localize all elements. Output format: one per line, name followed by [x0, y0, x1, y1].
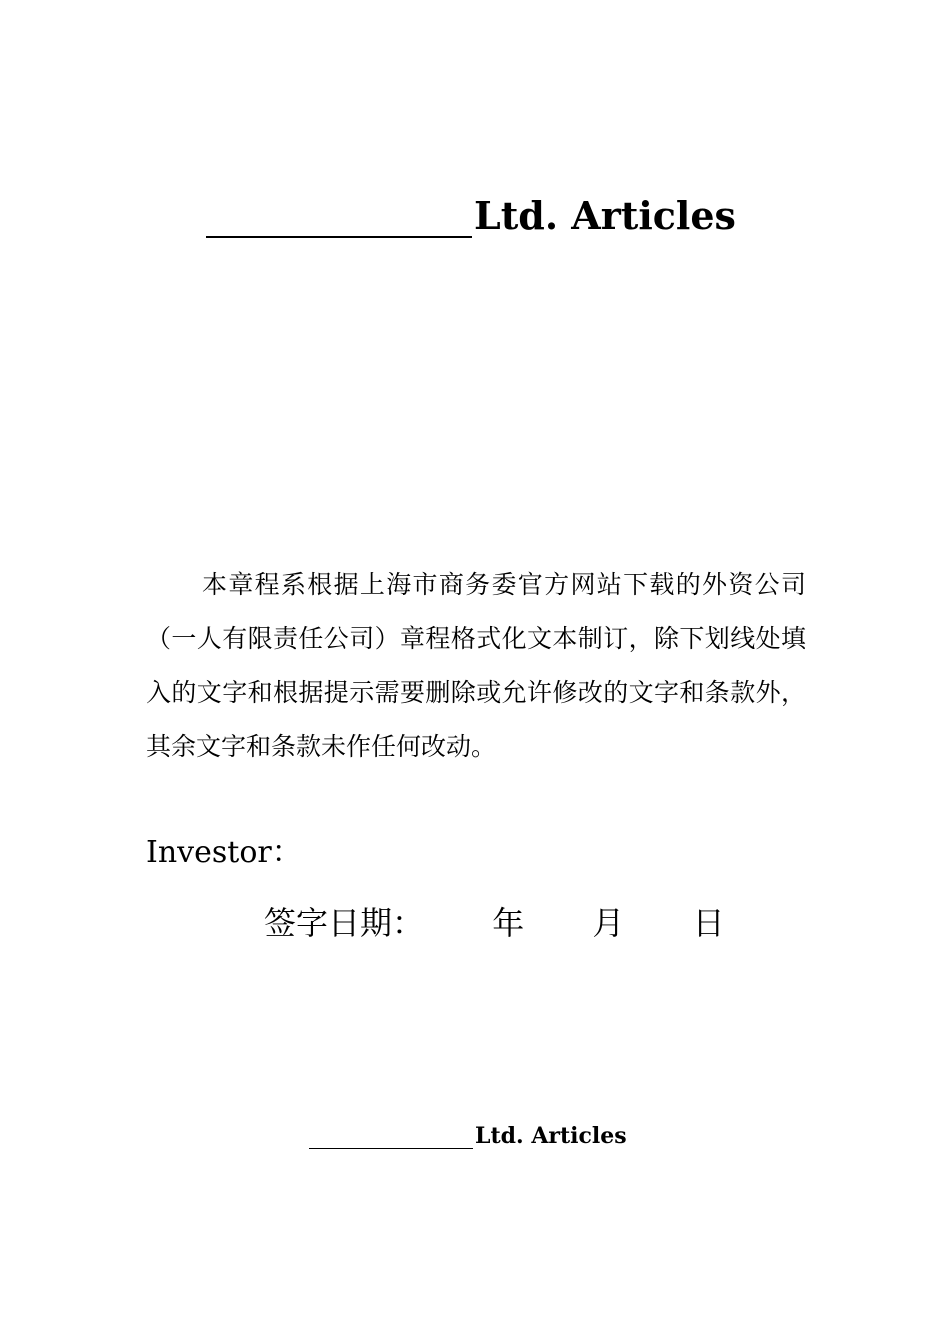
footer-title-suffix: Ltd. Articles — [475, 1123, 627, 1149]
signature-date-label: 签字日期： — [264, 904, 425, 942]
statement-paragraph: 本章程系根据上海市商务委官方网站下载的外资公司（一人有限责任公司）章程格式化文本制订，除下划线处填入的文字和根据提示需要删除或允许修改的文字和条款外，其余文字和条款未作任何改动。 — [146, 570, 806, 761]
day-label: 日 — [692, 904, 725, 942]
title-suffix: Ltd. Articles — [474, 193, 736, 238]
footer-company-name-blank — [309, 1122, 473, 1149]
company-name-blank[interactable] — [206, 192, 472, 238]
signature-date-row — [264, 898, 725, 944]
year-label: 年 — [492, 904, 525, 942]
investor-label: Investor： — [146, 835, 302, 870]
document-title — [206, 192, 736, 238]
month-label: 月 — [592, 904, 625, 942]
page-footer — [309, 1122, 627, 1149]
